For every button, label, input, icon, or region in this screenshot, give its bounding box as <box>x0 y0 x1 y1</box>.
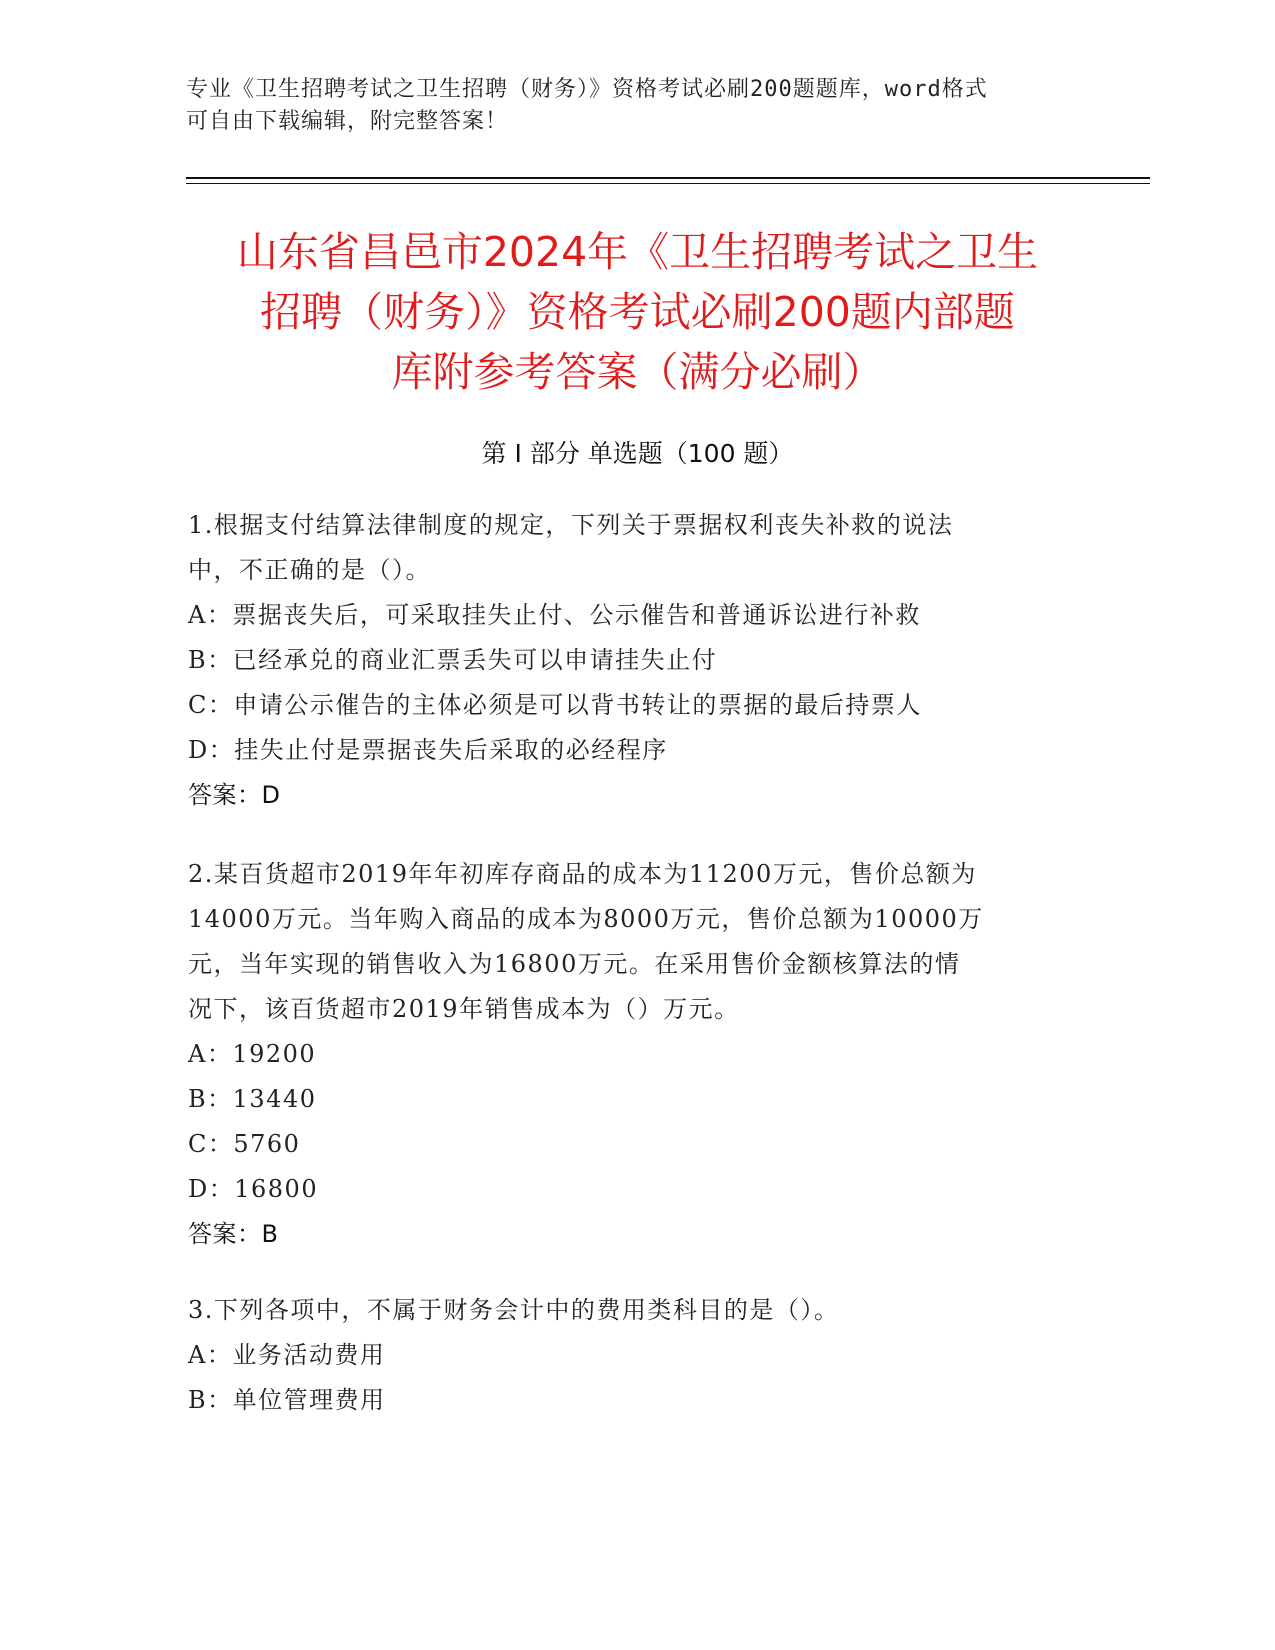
header-note-line: 专业《卫生招聘考试之卫生招聘（财务）》资格考试必刷200题题库，word格式 <box>186 77 988 102</box>
question-stem: 1.根据支付结算法律制度的规定，下列关于票据权利丧失补救的说法 <box>188 511 954 539</box>
header-divider-thin <box>186 183 1150 184</box>
option-d: D：挂失止付是票据丧失后采取的必经程序 <box>188 736 668 764</box>
title-line: 库附参考答案（满分必刷） <box>391 348 884 396</box>
option-b: B：单位管理费用 <box>188 1386 386 1414</box>
option-c: C：5760 <box>188 1130 301 1158</box>
question-3 <box>188 1288 1068 1423</box>
question-stem: 14000万元。当年购入商品的成本为8000万元，售价总额为10000万 <box>188 905 984 933</box>
option-b: B：13440 <box>188 1085 317 1113</box>
question-stem: 中，不正确的是（）。 <box>188 556 431 584</box>
option-c: C：申请公示催告的主体必须是可以背书转让的票据的最后持票人 <box>188 691 922 719</box>
option-a: A：票据丧失后，可采取挂失止付、公示催告和普通诉讼进行补救 <box>188 601 921 629</box>
question-2 <box>188 852 1068 1257</box>
question-stem: 况下，该百货超市2019年销售成本为（）万元。 <box>188 995 740 1023</box>
question-stem: 2.某百货超市2019年年初库存商品的成本为11200万元，售价总额为 <box>188 860 977 888</box>
title-line: 山东省昌邑市2024年《卫生招聘考试之卫生 <box>236 228 1039 276</box>
section-heading: 第 I 部分 单选题（100 题） <box>481 439 794 468</box>
answer: 答案：D <box>188 781 281 809</box>
question-1 <box>188 503 1068 818</box>
question-stem: 3.下列各项中，不属于财务会计中的费用类科目的是（）。 <box>188 1296 840 1324</box>
document-title <box>150 222 1125 402</box>
question-stem: 元，当年实现的销售收入为16800万元。在采用售价金额核算法的情 <box>188 950 961 978</box>
option-a: A：19200 <box>188 1040 317 1068</box>
title-line: 招聘（财务）》资格考试必刷200题内部题 <box>260 288 1015 336</box>
option-b: B：已经承兑的商业汇票丢失可以申请挂失止付 <box>188 646 718 674</box>
header-note-line: 可自由下载编辑，附完整答案！ <box>186 109 509 134</box>
option-d: D：16800 <box>188 1175 319 1203</box>
option-a: A：业务活动费用 <box>188 1341 386 1369</box>
answer: 答案：B <box>188 1220 279 1248</box>
header-divider <box>186 177 1150 179</box>
header-note <box>186 74 1066 138</box>
